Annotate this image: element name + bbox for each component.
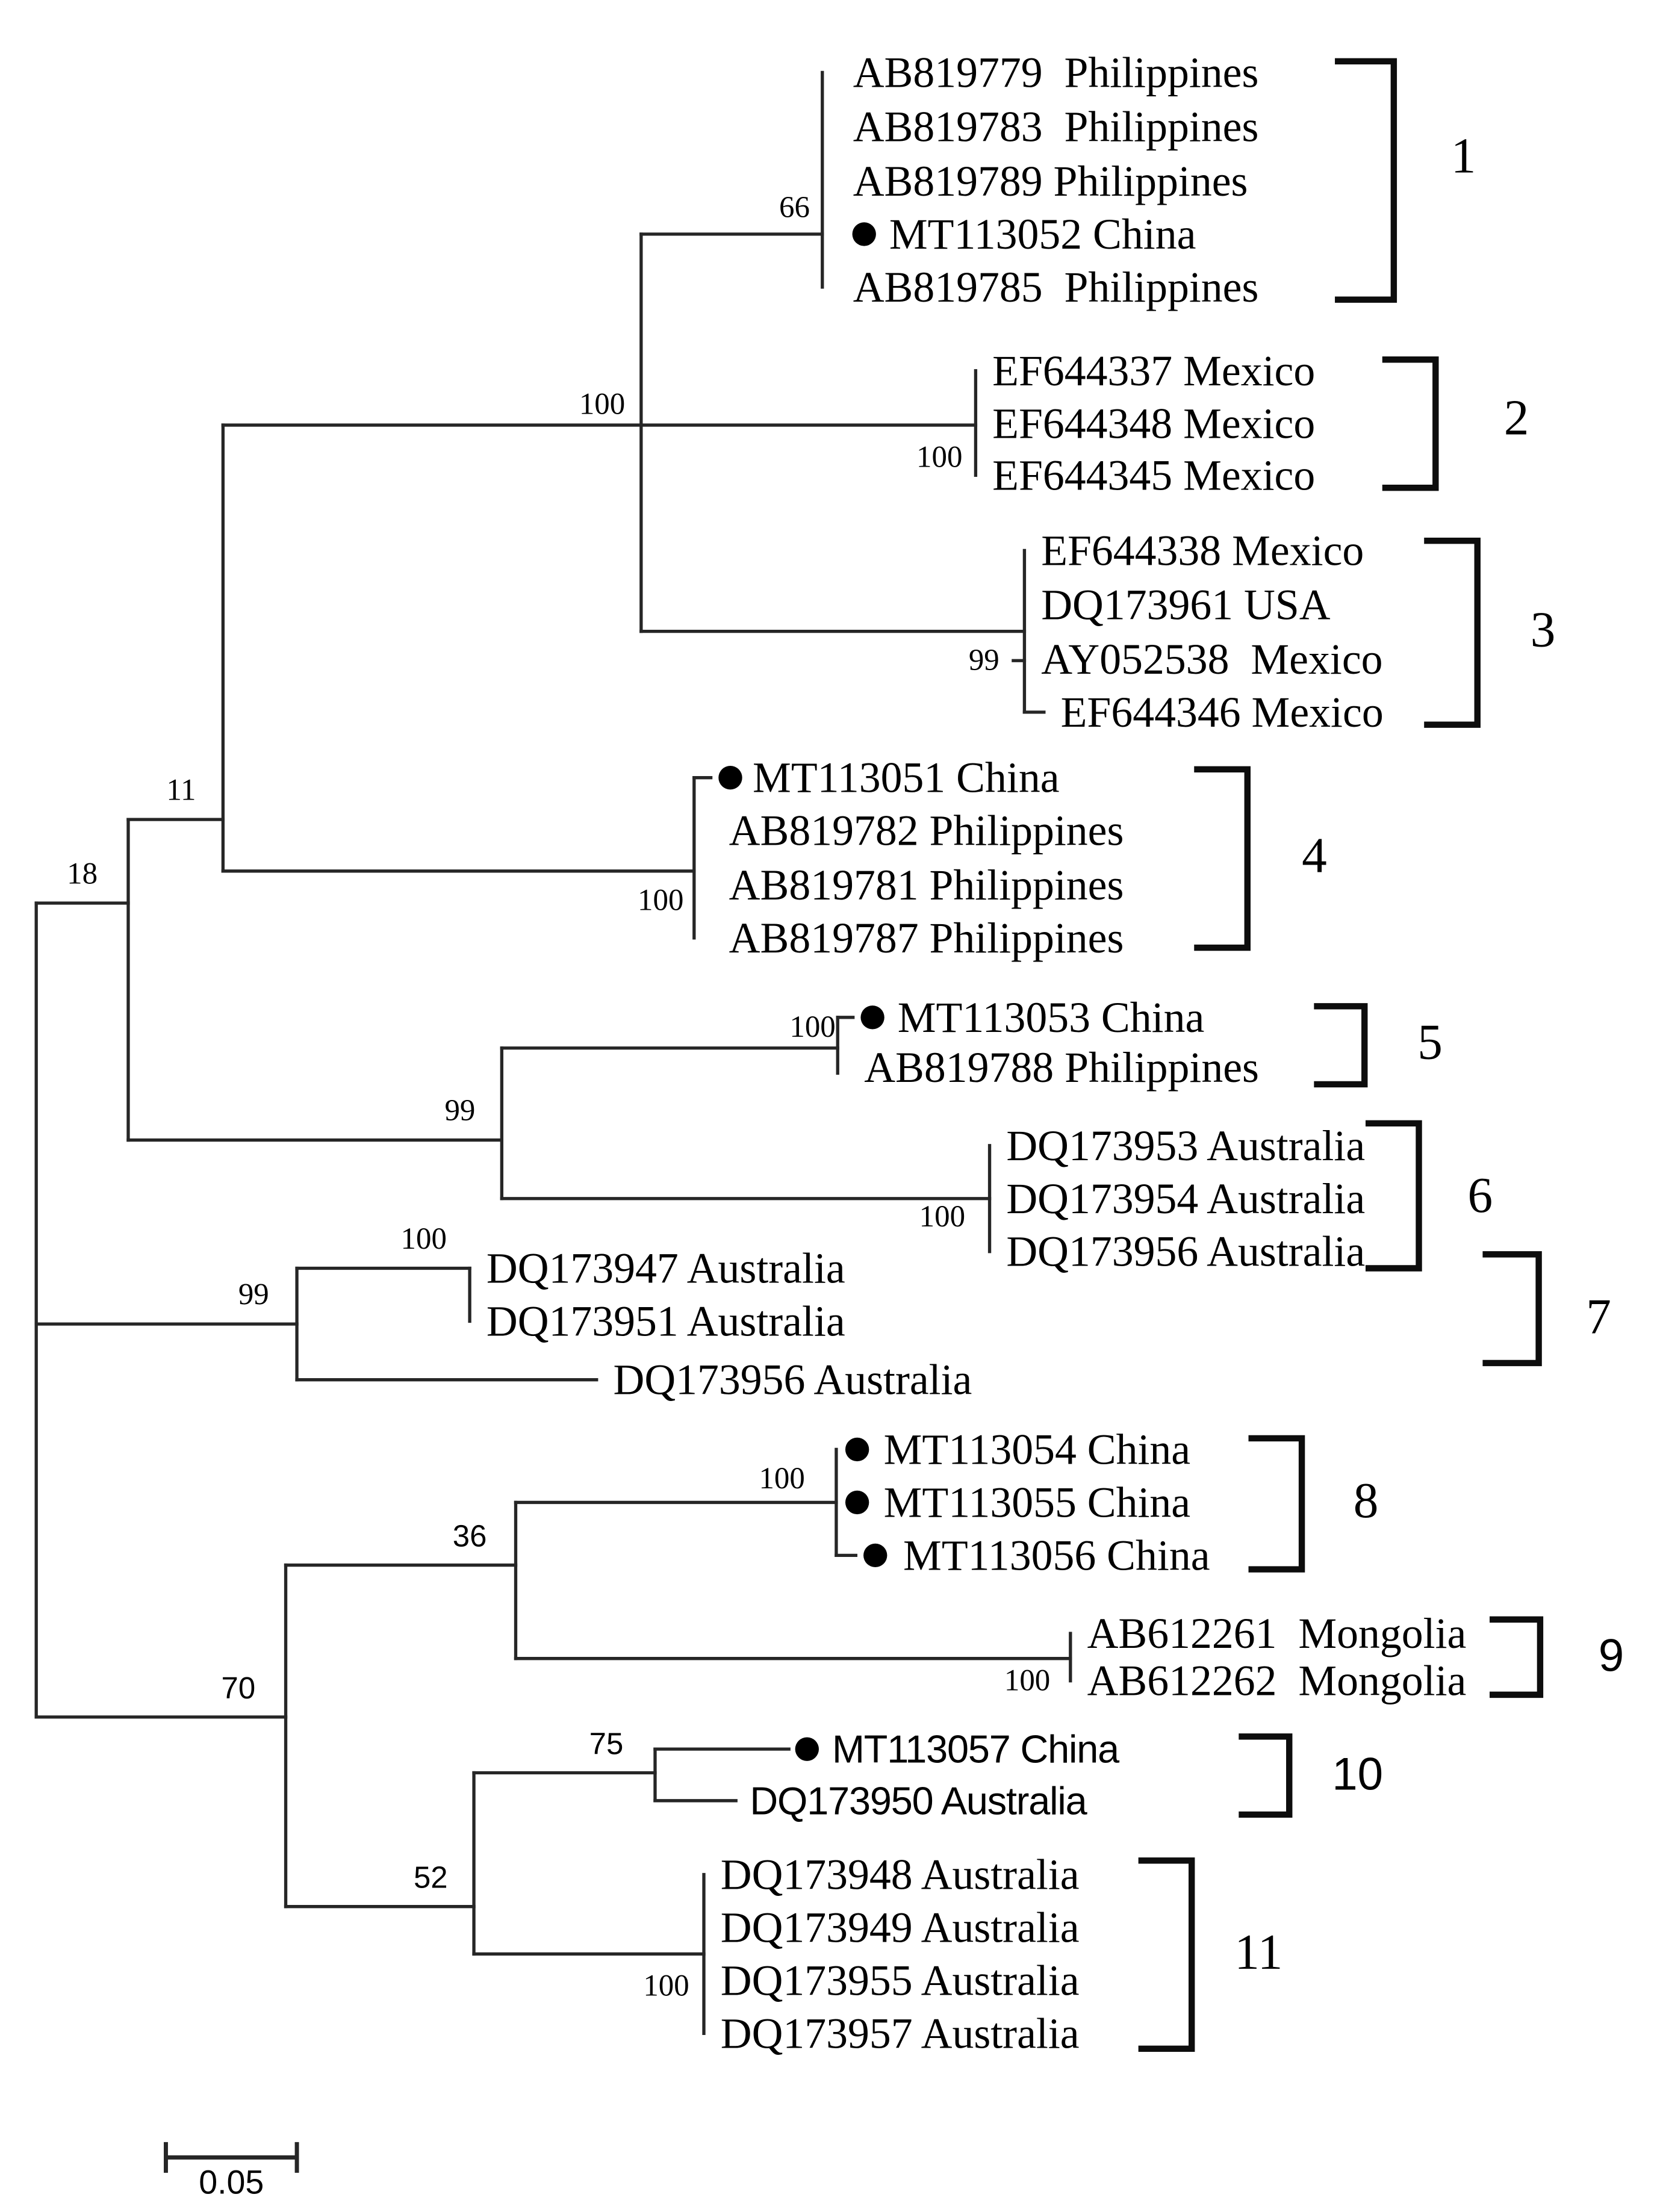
taxon-label: AB819779 Philippines (853, 48, 1259, 97)
clade-bracket (1197, 769, 1247, 948)
taxon-label: EF644338 Mexico (1041, 526, 1364, 575)
clade-bracket (1369, 1123, 1419, 1269)
clade-number: 1 (1450, 128, 1476, 184)
clade-bracket (1252, 1438, 1302, 1570)
taxon-dot (860, 1005, 884, 1029)
clade-number: 3 (1530, 602, 1556, 658)
taxon-dot (718, 766, 742, 789)
clade-bracket (1486, 1254, 1539, 1363)
bootstrap-value: 100 (789, 1010, 836, 1045)
clade-bracket (1242, 1736, 1290, 1815)
bootstrap-value: 100 (400, 1222, 447, 1256)
bootstrap-value: 100 (579, 387, 626, 421)
taxon-label: AY052538 Mexico (1041, 635, 1383, 683)
bootstrap-value: 52 (413, 1860, 448, 1895)
bootstrap-value: 75 (589, 1726, 624, 1761)
bootstrap-value: 99 (444, 1093, 476, 1128)
taxon-label: DQ173950 Australia (750, 1779, 1087, 1823)
taxon-label: EF644346 Mexico (1060, 688, 1384, 736)
taxon-label: AB819781 Philippines (729, 860, 1124, 909)
taxon-label: MT113055 China (883, 1478, 1191, 1527)
taxon-label: MT113056 China (903, 1531, 1210, 1580)
taxon-label: EF644345 Mexico (992, 451, 1316, 500)
taxon-label: EF644337 Mexico (992, 346, 1316, 395)
taxon-dot (863, 1544, 887, 1567)
taxon-label: DQ173961 USA (1041, 580, 1331, 629)
clade-bracket (1427, 541, 1477, 725)
clade-number: 9 (1598, 1630, 1624, 1682)
bootstrap-value: 100 (759, 1462, 805, 1496)
taxon-label: EF644348 Mexico (992, 399, 1316, 448)
clade-number: 10 (1332, 1748, 1384, 1800)
scale-bar (166, 2142, 297, 2201)
bootstrap-value: 36 (452, 1518, 487, 1553)
taxon-label: AB819788 Philippines (864, 1043, 1259, 1092)
clade-number: 5 (1417, 1014, 1443, 1070)
clade-number: 11 (1234, 1925, 1283, 1981)
taxon-label: DQ173955 Australia (720, 1956, 1080, 2005)
clade-number: 7 (1586, 1289, 1611, 1345)
taxon-dot (845, 1491, 869, 1514)
clade-number: 4 (1302, 828, 1327, 884)
taxon-label: DQ173953 Australia (1006, 1121, 1366, 1170)
taxon-label: MT113054 China (883, 1425, 1191, 1474)
clade-number: 8 (1353, 1473, 1379, 1529)
clade-bracket (1317, 1006, 1365, 1084)
bootstrap-value: 100 (643, 1969, 689, 2003)
taxon-label: AB819785 Philippines (853, 263, 1259, 311)
clade-bracket (1385, 359, 1435, 488)
taxon-dot (795, 1737, 819, 1760)
taxon-label: DQ173956 Australia (1006, 1227, 1366, 1276)
clade-bracket (1142, 1860, 1192, 2049)
taxon-label: DQ173951 Australia (486, 1297, 845, 1346)
taxon-label: DQ173956 Australia (613, 1355, 972, 1404)
taxon-label: MT113053 China (897, 993, 1205, 1042)
bootstrap-value: 66 (779, 190, 810, 225)
taxon-label: DQ173954 Australia (1006, 1174, 1366, 1223)
clade-bracket (1338, 61, 1394, 300)
taxon-dot (845, 1438, 869, 1461)
taxon-label: DQ173949 Australia (720, 1903, 1080, 1952)
taxon-label: DQ173957 Australia (720, 2009, 1080, 2058)
taxon-label: DQ173947 Australia (486, 1244, 845, 1293)
taxon-label: AB819782 Philippines (729, 806, 1124, 855)
taxon-label: AB612261 Mongolia (1087, 1609, 1467, 1658)
bootstrap-value: 18 (67, 857, 98, 891)
bootstrap-value: 70 (221, 1670, 256, 1705)
taxon-label: AB819789 Philippines (853, 157, 1248, 205)
bootstrap-value: 100 (919, 1199, 966, 1234)
taxon-label: AB612262 Mongolia (1087, 1656, 1467, 1705)
clade-number: 2 (1503, 390, 1529, 446)
taxon-label: MT113057 China (832, 1727, 1119, 1771)
taxon-label: AB819783 Philippines (853, 102, 1259, 151)
bootstrap-value: 99 (968, 644, 999, 678)
taxon-labels (486, 48, 1467, 2057)
bootstrap-value: 99 (238, 1278, 269, 1312)
bootstrap-value: 11 (166, 773, 196, 807)
clade-bracket (1493, 1620, 1540, 1695)
taxon-label: AB819787 Philippines (729, 913, 1124, 962)
taxon-label: DQ173948 Australia (720, 1850, 1080, 1899)
bootstrap-value: 100 (916, 440, 963, 474)
taxon-label: MT113052 China (889, 210, 1196, 258)
taxon-dots (718, 222, 887, 1761)
bootstrap-value: 100 (1004, 1664, 1051, 1698)
scale-bar-label: 0.05 (199, 2163, 264, 2201)
taxon-dot (853, 222, 876, 246)
bootstrap-value: 100 (638, 883, 684, 918)
clade-number: 6 (1467, 1168, 1493, 1224)
taxon-label: MT113051 China (753, 753, 1060, 802)
